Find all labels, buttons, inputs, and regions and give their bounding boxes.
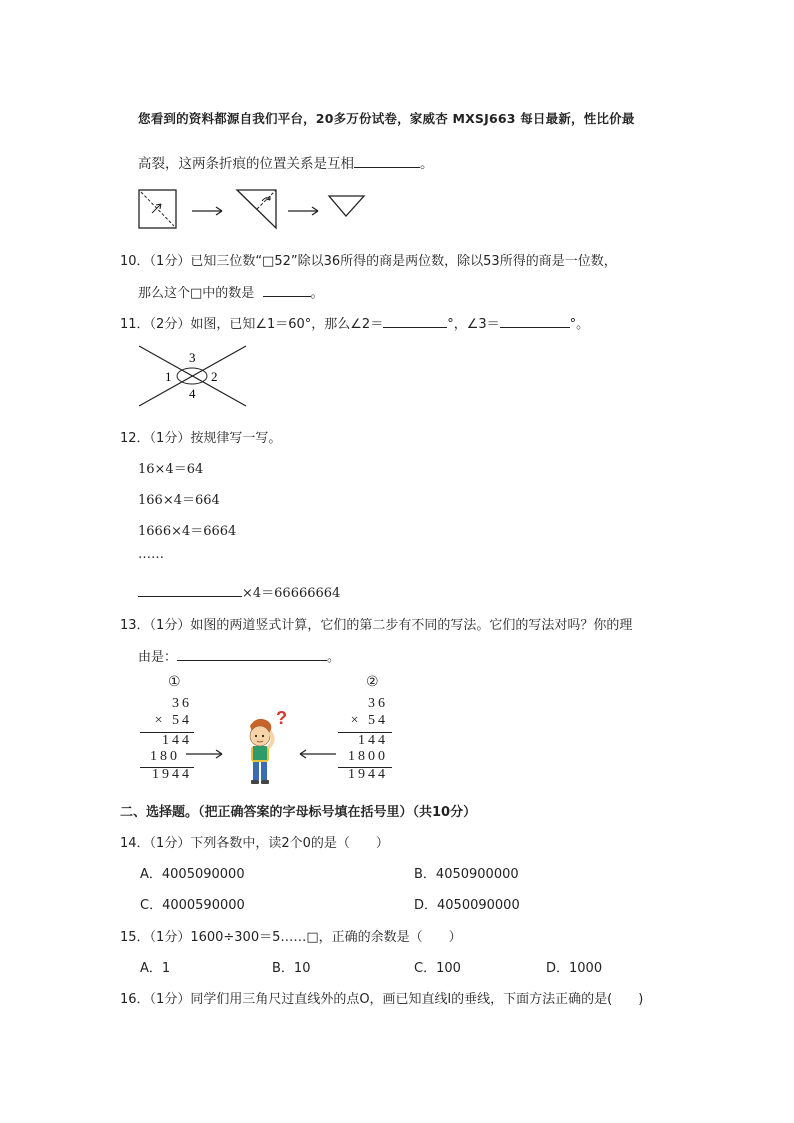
calc-right-row-5: 1944 [348, 767, 388, 782]
q11-text-b: °，∠3＝ [447, 317, 500, 332]
calc-right-row-1: 36 [368, 696, 388, 711]
angle-label-1: 1 [165, 369, 172, 384]
q15-option-d[interactable]: D．1000 [546, 961, 603, 976]
calc-left-row-2: × 54 [154, 713, 192, 728]
q9-tail: 高裂，这两条折痕的位置关系是互相 [138, 156, 354, 172]
q12-line-1: 16×4＝64 [138, 462, 204, 477]
fold-triangle-1 [237, 190, 276, 228]
arrow-left-calc [186, 750, 222, 758]
q12-last [138, 582, 340, 601]
question-mark-icon: ? [276, 708, 287, 728]
arrow-right-calc [300, 750, 336, 758]
q9-blank[interactable] [354, 155, 420, 168]
calc-right-label: ② [366, 674, 379, 690]
q12-title: 12．（1分）按规律写一写。 [120, 431, 282, 446]
q15-option-a[interactable]: A．1 [140, 961, 171, 976]
q11-blank-2[interactable] [383, 315, 447, 328]
q13-end: 。 [327, 650, 341, 665]
q15-option-b[interactable]: B．10 [272, 961, 311, 976]
q13-text: 由是： [138, 650, 178, 665]
angle-label-3: 3 [189, 350, 196, 365]
q10-blank[interactable] [263, 284, 311, 297]
q11-text-c: °。 [569, 317, 590, 332]
calc-left-label: ① [168, 674, 181, 690]
calc-right-row-3: 144 [358, 733, 388, 748]
page-header: 您看到的资料都源自我们平台，20多万份试卷，家威杏 MXSJ663 每日最新，性比价最 [138, 111, 635, 126]
q16-stem: 16．（1分）同学们用三角尺过直线外的点O，画已知直线l的垂线，下面方法正确的是( ) [120, 992, 644, 1007]
q11-blank-3[interactable] [500, 315, 570, 328]
q14-stem: 14．（1分）下列各数中，读2个0的是（ ） [120, 836, 389, 851]
q12-line-2: 166×4＝664 [138, 493, 220, 508]
q10-text: 那么这个□中的数是 [138, 286, 255, 301]
calc-right-row-2: × 54 [350, 713, 388, 728]
q14-option-c[interactable]: C．4000590000 [140, 898, 245, 913]
q12-last-text: ×4＝66666664 [242, 586, 341, 601]
calc-left-row-4: 180 [150, 749, 180, 764]
calc-left-row-1: 36 [172, 696, 192, 711]
section-2-title: 二、选择题。（把正确答案的字母标号填在括号里）（共10分） [120, 805, 477, 820]
q9-fold-figure [136, 186, 368, 234]
angle-label-2: 2 [211, 369, 218, 384]
q11-line [120, 313, 589, 332]
calc-right-row-4: 1800 [348, 749, 388, 764]
q13-line1: 13．（1分）如图的两道竖式计算，它们的第二步有不同的写法。它们的写法对吗？你的理 [120, 618, 633, 633]
q11-angle-figure [136, 340, 250, 410]
q12-ellipsis: …… [138, 547, 164, 562]
q11-text-a: 11．（2分）如图，已知∠1＝60°，那么∠2＝ [120, 317, 384, 332]
calc-left-row-5: 1944 [152, 767, 192, 782]
q9-text [138, 152, 434, 172]
q12-blank[interactable] [138, 584, 242, 597]
q13-line2 [138, 646, 340, 665]
q14-option-a[interactable]: A．4005090000 [140, 867, 245, 882]
q10-line1: 10．（1分）已知三位数“□52”除以36所得的商是两位数，除以53所得的商是一位数， [120, 254, 617, 269]
fold-triangle-2 [329, 196, 364, 216]
q10-end: 。 [310, 286, 324, 301]
angle-label-4: 4 [189, 386, 196, 401]
thinking-kid-icon [250, 719, 273, 784]
q15-stem: 15．（1分）1600÷300＝5……□，正确的余数是（ ） [120, 930, 462, 945]
arrow-2 [288, 207, 318, 215]
calc-left-row-3: 144 [162, 733, 192, 748]
q15-option-c[interactable]: C．100 [414, 961, 461, 976]
q10-line2 [138, 282, 324, 301]
q9-period: 。 [420, 156, 434, 172]
q14-option-d[interactable]: D．4050090000 [414, 898, 520, 913]
q13-blank[interactable] [177, 648, 327, 661]
q14-option-b[interactable]: B．4050900000 [414, 867, 519, 882]
q12-line-3: 1666×4＝6664 [138, 524, 237, 539]
fold-square [139, 190, 176, 228]
arrow-1 [192, 207, 222, 215]
